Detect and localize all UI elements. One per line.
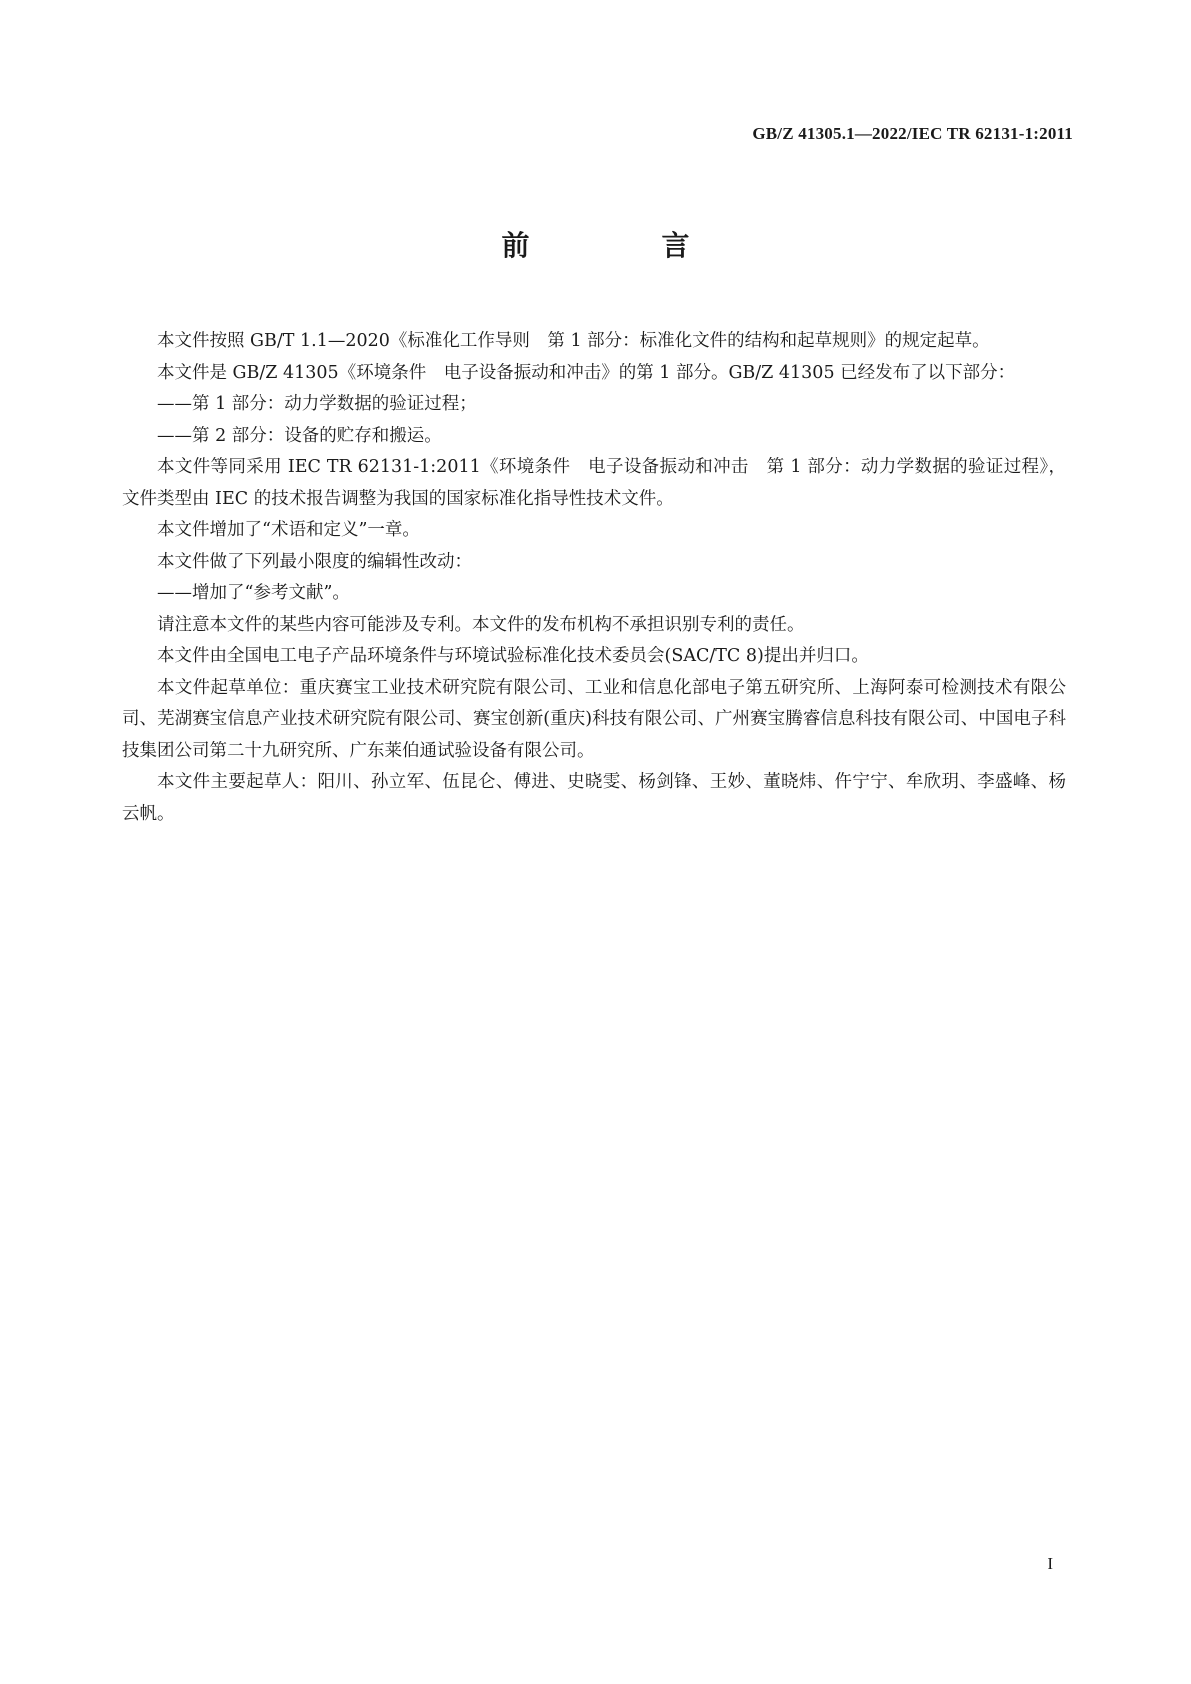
list-item-part-2: ——第 2 部分：设备的贮存和搬运。 [157, 425, 442, 446]
paragraph-drafting-units: 本文件起草单位：重庆赛宝工业技术研究院有限公司、工业和信息化部电子第五研究所、上海阿泰可检测技术有限公司、芜湖赛宝信息产业技术研究院有限公司、赛宝创新(重庆)科技有限公司、广州赛宝腾睿信息科技有限公司、中国电子科技集团公司第二十九研究所、广东莱伯通试验设备有限公司。 [122, 677, 1066, 761]
list-item-bibliography: ——增加了“参考文献”。 [157, 583, 350, 603]
paragraph-series-part: 本文件是 GB/Z 41305《环境条件 电子设备振动和冲击》的第 1 部分。GB/Z 41305 已经发布了以下部分： [157, 362, 1016, 383]
paragraph-drafting-rules: 本文件按照 GB/T 1.1—2020《标准化工作导则 第 1 部分：标准化文件的结构和起草规则》的规定起草。 [157, 331, 990, 351]
paragraph-drafters: 本文件主要起草人：阳川、孙立军、伍昆仑、傅进、史晓雯、杨剑锋、王妙、董晓炜、仵宁宁、牟欣玥、李盛峰、杨云帆。 [122, 772, 1066, 824]
paragraph-patent-notice: 请注意本文件的某些内容可能涉及专利。本文件的发布机构不承担识别专利的责任。 [157, 614, 805, 635]
paragraph-editorial-changes: 本文件做了下列最小限度的编辑性改动： [157, 551, 472, 572]
page-title: 前 言 [501, 229, 742, 262]
list-item-part-1: ——第 1 部分：动力学数据的验证过程； [157, 394, 477, 414]
foreword-body [122, 326, 1066, 830]
standard-code-header: GB/Z 41305.1—2022/IEC TR 62131-1:2011 [752, 124, 1073, 143]
paragraph-terms-added: 本文件增加了“术语和定义”一章。 [157, 520, 420, 540]
page-number: I [1047, 1554, 1053, 1573]
paragraph-committee: 本文件由全国电工电子产品环境条件与环境试验标准化技术委员会(SAC/TC 8)提出并归口。 [157, 646, 869, 666]
paragraph-adoption: 本文件等同采用 IEC TR 62131-1:2011《环境条件 电子设备振动和冲击 第 1 部分：动力学数据的验证过程》，文件类型由 IEC 的技术报告调整为我国的国家标准化指导性技术文件。 [122, 457, 1066, 509]
